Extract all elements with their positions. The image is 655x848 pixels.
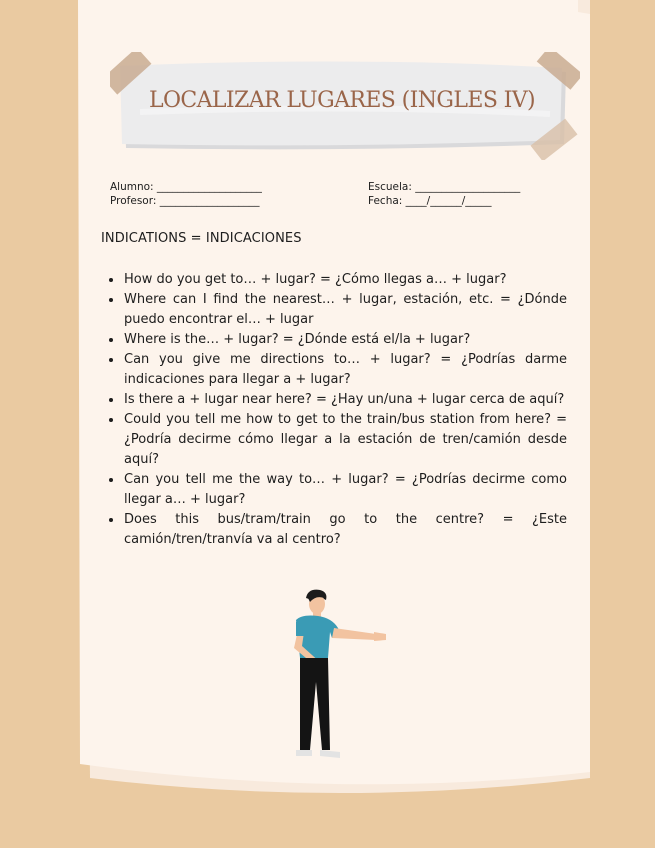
phrase-list — [104, 270, 567, 550]
lowered-sleeve — [296, 622, 304, 636]
bullet-icon — [109, 418, 113, 422]
bullet-icon — [109, 298, 113, 302]
list-item-text: Can you tell me the way to… + lugar? = ¿Podrías decirme como llegar a… + lugar? — [124, 472, 567, 507]
list-item-text: Is there a + lugar near here? = ¿Hay un/una + lugar cerca de aquí? — [124, 392, 565, 407]
list-item-text: Does this bus/tram/train go to the centre? = ¿Este camión/tren/tranvía va al centro? — [124, 512, 567, 547]
bullet-icon — [109, 278, 113, 282]
left-shoe — [296, 750, 312, 756]
list-item — [104, 290, 567, 330]
list-item-text: Could you tell me how to get to the train/bus station from here? = ¿Podría decirme cómo llegar a la estación de tren/camión desde aquí? — [124, 412, 567, 467]
list-item — [104, 410, 567, 470]
right-shoe — [320, 750, 340, 758]
list-item-text: Where is the… + lugar? = ¿Dónde está el/la + lugar? — [124, 332, 471, 347]
section-heading: INDICATIONS = INDICACIONES — [101, 231, 302, 246]
school-field: Escuela: ____________________ — [368, 181, 521, 193]
pointing-hand — [374, 632, 386, 641]
bullet-icon — [109, 478, 113, 482]
list-item-text: Can you give me directions to… + lugar? = ¿Podrías darme indicaciones para llegar a + lugar? — [124, 352, 567, 387]
person-pointing-icon — [282, 586, 394, 762]
list-item-text: How do you get to… + lugar? = ¿Cómo llegas a… + lugar? — [124, 272, 507, 287]
pointing-arm — [332, 628, 376, 640]
list-item — [104, 470, 567, 510]
teacher-field: Profesor: ___________________ — [110, 195, 260, 207]
bullet-icon — [109, 358, 113, 362]
list-item-text: Where can I find the nearest… + lugar, estación, etc. = ¿Dónde puedo encontrar el… + lugar — [124, 292, 567, 327]
date-field: Fecha: ____/______/_____ — [368, 195, 492, 207]
trousers — [300, 658, 330, 750]
bullet-icon — [109, 398, 113, 402]
list-item — [104, 270, 567, 290]
list-item — [104, 510, 567, 550]
bullet-icon — [109, 338, 113, 342]
bullet-icon — [109, 518, 113, 522]
list-item — [104, 390, 567, 410]
list-item — [104, 330, 567, 350]
page-title: LOCALIZAR LUGARES (INGLES IV) — [148, 88, 536, 113]
student-field: Alumno: ____________________ — [110, 181, 262, 193]
list-item — [104, 350, 567, 390]
